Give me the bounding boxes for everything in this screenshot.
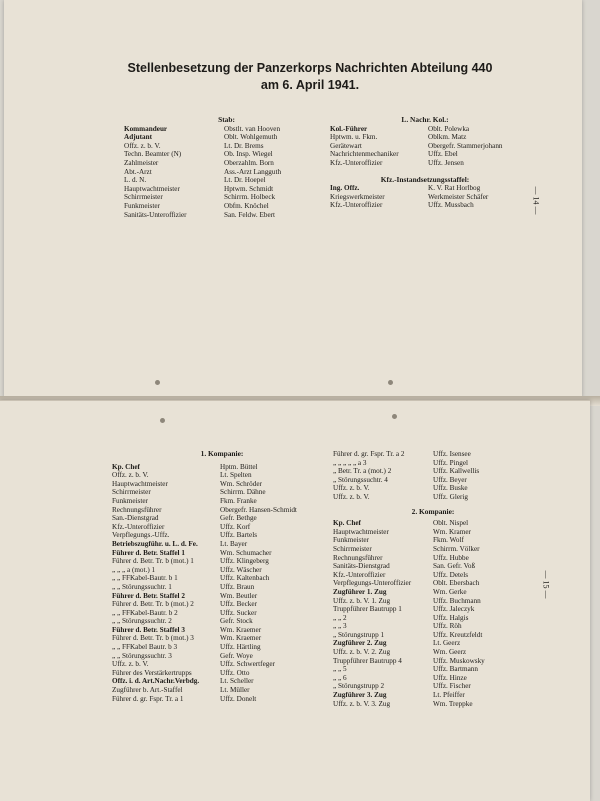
person-name: Uffz. Halgis [433,613,469,622]
roster-row [330,150,520,159]
person-name: Uffz. Donelt [220,694,257,703]
position-title: „ „ FFKabel-Bautr. b 1 [112,574,178,583]
roster-row [124,202,329,211]
roster-row [112,626,332,635]
person-name: Wm. Kraemer [220,625,262,634]
person-name: Uffz. Pingel [433,458,469,467]
page-number-bottom: — 15 — [541,570,551,599]
roster-row [124,168,329,177]
person-name: Wm. Beutler [220,591,258,600]
position-title: Funkmeister [112,496,148,505]
stab-heading: Stab: [218,115,235,124]
roster-row [330,201,520,210]
person-name: Wm. Treppke [433,699,473,708]
position-title: Kommandeur [124,124,168,133]
person-name: Wm. Gerke [433,587,467,596]
kompanie1-section [112,450,332,703]
roster-row [333,657,533,666]
position-title: „ „ 2 [333,613,347,622]
roster-row [112,669,332,678]
roster-row [333,484,533,493]
kompanie2-column [333,450,533,708]
position-title: Führer d. Betr. Staffel 1 [112,548,185,557]
roster-row [112,652,332,661]
person-name: Wm. Kramer [433,527,471,536]
position-title: Kp. Chef [333,519,361,528]
person-name: Ob. Insp. Wiegel [224,150,273,159]
position-title: Kol.-Führer [330,124,368,133]
person-name: Schirrm. Dähne [220,488,266,497]
position-title: „ „ FFKabel-Bautr. b 2 [112,608,178,617]
position-title: Schirrmeister [124,193,163,202]
roster-row [333,631,533,640]
person-name: Hptm. Büttel [220,462,258,471]
person-name: Uffz. Beyer [433,475,467,484]
position-title: Führer d. Betr. Tr. b (mot.) 3 [112,634,194,643]
person-name: Uffz. Mussbach [428,201,474,210]
person-name: Uffz. Ebel [428,150,458,159]
roster-row [112,506,332,515]
position-title: Führer d. gr. Fspr. Tr. a 2 [333,450,405,458]
roster-row [124,185,329,194]
position-title: Hauptwachtmeister [333,527,389,536]
document-title [80,60,540,94]
binding-hole [160,418,165,423]
lnachr-heading: L. Nachr. Kol.: [401,115,449,124]
person-name: Oblt. Polewka [428,124,470,133]
person-name: Uffz. Sucker [220,608,257,617]
roster-row [112,540,332,549]
position-title: „ „ 6 [333,673,347,682]
position-title: Nachrichtenmechaniker [330,150,399,159]
person-name: Ass.-Arzt Langguth [224,167,282,176]
position-title: „ „ „ a (mot.) 1 [112,565,156,574]
position-title: Truppführer Bautrupp 4 [333,656,402,665]
person-name: Wm. Schröder [220,479,262,488]
roster-row [333,682,533,691]
position-title: „ Störungstrupp 2 [333,682,385,691]
roster-row [330,159,520,168]
person-name: Wm. Schumacher [220,548,272,557]
person-name: Gefr. Woye [220,651,253,660]
position-title: Schirrmeister [333,544,372,553]
roster-row [112,634,332,643]
roster-row [112,557,332,566]
position-title: „ Störungstrupp 1 [333,630,385,639]
person-name: Uffz. Bartels [220,531,257,540]
person-name: Uffz. Kaltenbach [220,574,270,583]
position-title: Truppführer Bautrupp 1 [333,605,402,614]
kompanie2-heading: 2. Kompanie: [411,506,455,516]
person-name: Uffz. Otto [220,668,250,677]
roster-row [112,600,332,609]
person-name: Fkm. Wolf [433,536,464,545]
roster-row [330,142,520,151]
position-title: Uffz. z. b. V. 1. Zug [333,596,391,605]
roster-row [333,700,533,709]
roster-row [330,125,520,134]
position-title: San.-Dienstgrad [112,514,159,523]
title-line-1: Stellenbesetzung der Panzerkorps Nachrichten Abteilung 440 [127,61,493,75]
person-name: Oblt. Nispel [433,519,469,528]
roster-row [112,583,332,592]
roster-row [112,609,332,618]
roster-row [333,622,533,631]
binding-hole [388,380,393,385]
roster-row [333,588,533,597]
kompanie1-heading: 1. Kompanie: [200,449,244,458]
person-name: Uffz. Bartmann [433,665,478,674]
roster-row [112,471,332,480]
position-title: Zugführer 1. Zug [333,587,387,596]
position-title: L. d. N. [124,176,147,185]
position-title: Kfz.-Unteroffizier [330,201,383,210]
binding-hole [392,414,397,419]
position-title: Hauptwachtmeister [124,184,180,193]
roster-row [333,674,533,683]
person-name: Uffz. Korf [220,522,251,531]
person-name: Schirrm. Holbeck [224,193,276,202]
roster-row [112,677,332,686]
position-title: Zahlmeister [124,158,159,167]
person-name: Hptwm. Schmidt [224,184,274,193]
person-name: Uffz. Glerig [433,492,468,501]
roster-row [124,142,329,151]
position-title: Uffz. z. b. V. [112,660,149,669]
person-name: Schirrm. Völker [433,544,480,553]
position-title: Uffz. z. b. V. 2. Zug [333,648,391,657]
roster-row [112,531,332,540]
roster-row [333,528,533,537]
person-name: Uffz. Buchmann [433,596,481,605]
person-name: Uffz. Kreutzfeldt [433,630,483,639]
roster-row [333,579,533,588]
position-title: Führer d. Betr. Staffel 3 [112,625,185,634]
roster-row [333,648,533,657]
roster-row [112,686,332,695]
position-title: Kriegswerkmeister [330,192,385,201]
person-name: Oberzahlm. Born [224,158,274,167]
position-title: Kfz.-Unteroffizier [333,570,386,579]
person-name: Uffz. Hinze [433,673,467,682]
position-title: Kfz.-Unteroffizier [112,522,165,531]
position-title: Führer d. gr. Fspr. Tr. a 1 [112,694,184,703]
position-title: Funkmeister [333,536,369,545]
person-name: Uffz. Detels [433,570,468,579]
roster-row [124,176,329,185]
person-name: Obergefr. Hansen-Schmidt [220,505,297,514]
person-name: Uffz. Röh [433,622,462,631]
position-title: Rechnungsführer [333,553,383,562]
roster-row [112,514,332,523]
roster-row [124,125,329,134]
position-title: „ „ „ „ „ a 3 [333,458,367,467]
roster-row [333,493,533,502]
person-name: Uffz. Jensen [428,158,464,167]
person-name: Uffz. Muskowsky [433,656,485,665]
position-title: Uffz. z. b. V. [333,484,370,493]
person-name: Gefr. Stock [220,617,253,626]
page-number-top: — 14 — [531,186,541,215]
position-title: Hauptwachtmeister [112,479,168,488]
person-name: Obstlt. van Hooven [224,124,281,133]
person-name: Lt. Spelten [220,471,252,480]
position-title: Sanitäts-Dienstgrad [333,562,390,571]
roster-row [112,695,332,704]
roster-row [124,150,329,159]
position-title: Offz. z. b. V. [112,471,149,480]
roster-row [333,571,533,580]
roster-row [112,480,332,489]
roster-row [112,549,332,558]
position-title: „ „ FFKabel Bautr. b 3 [112,643,178,652]
position-title: Uffz. z. b. V. 3. Zug [333,699,391,708]
roster-row [333,562,533,571]
person-name: Oblkm. Matz [428,133,467,142]
person-name: Lt. Dr. Hoepel [224,176,266,185]
position-title: Hptwm. u. Fkm. [330,133,378,142]
person-name: Uffz. Wäscher [220,565,262,574]
roster-row [112,566,332,575]
position-title: Führer d. Betr. Staffel 2 [112,591,185,600]
position-title: Kp. Chef [112,462,140,471]
position-title: „ „ Störungssuchtr. 3 [112,651,172,660]
position-title: Offz. i. d. Art.Nachr.Verbdg. [112,677,200,686]
position-title: Abt.-Arzt [124,167,152,176]
person-name: Uffz. Hubbe [433,553,469,562]
person-name: Lt. Scheller [220,677,254,686]
position-title: „ Betr. Tr. a (mot.) 2 [333,467,392,476]
position-title: Ing. Offz. [330,184,360,193]
person-name: Lt. Bayer [220,539,248,548]
person-name: Uffz. Schwertfeger [220,660,275,669]
position-title: Techn. Beamter (N) [124,150,182,159]
roster-row [333,597,533,606]
person-name: Lt. Pfeiffer [433,691,465,700]
position-title: Gerätewart [330,141,362,150]
roster-row [112,574,332,583]
roster-row [330,133,520,142]
person-name: Obergefr. Stammerjohann [428,141,503,150]
position-title: Sanitäts-Unteroffizier [124,210,187,219]
lnachr-section [330,116,520,210]
roster-row [112,643,332,652]
position-title: Uffz. z. b. V. [333,492,370,501]
person-name: Lt. Müller [220,686,250,695]
person-name: Wm. Kraemer [220,634,262,643]
roster-row [112,497,332,506]
roster-row [333,605,533,614]
person-name: Oblt. Ebersbach [433,579,480,588]
position-title: Adjutant [124,133,152,142]
roster-row [333,450,533,459]
person-name: Uffz. Jaleczyk [433,605,475,614]
person-name: Wm. Geerz [433,648,467,657]
position-title: Verpflegungs.-Uffz. [112,531,170,540]
roster-row [124,193,329,202]
position-title: Verpflegungs-Unteroffizier [333,579,412,588]
person-name: Uffz. Buske [433,484,468,493]
roster-row [333,476,533,485]
roster-row [330,193,520,202]
position-title: Führer d. Betr. Tr. b (mot.) 1 [112,557,194,566]
position-title: „ „ 3 [333,622,347,631]
roster-row [333,519,533,528]
person-name: K. V. Rat Horlbog [428,184,481,193]
person-name: Uffz. Härtling [220,643,261,652]
stab-section [124,116,329,219]
position-title: Funkmeister [124,201,160,210]
person-name: Lt. Dr. Brems [224,141,264,150]
person-name: Uffz. Becker [220,600,257,609]
person-name: Werkmeister Schäfer [428,192,489,201]
roster-row [112,463,332,472]
position-title: Rechnungsführer [112,505,162,514]
person-name: Obfm. Knöchel [224,201,269,210]
position-title: Führer des Verstärkertrupps [112,668,192,677]
roster-row [333,665,533,674]
position-title: „ „ Störungssuchtr. 1 [112,582,172,591]
roster-row [333,459,533,468]
person-name: Oblt. Wohlgemuth [224,133,278,142]
title-line-2: am 6. April 1941. [260,78,360,92]
person-name: Uffz. Fischer [433,682,471,691]
position-title: Zugführer 3. Zug [333,691,387,700]
position-title: Offz. z. b. V. [124,141,161,150]
binding-hole [155,380,160,385]
position-title: „ „ 5 [333,665,347,674]
roster-row [124,133,329,142]
kfz-instandsetzung-heading: Kfz.-Instandsetzungsstaffel: [380,174,470,184]
position-title: Betriebszugführ. u. L. d. Fe. [112,539,198,548]
person-name: Uffz. Isensee [433,450,471,458]
person-name: Lt. Geerz [433,639,461,648]
roster-row [333,691,533,700]
roster-row [333,545,533,554]
person-name: San. Feldw. Ebert [224,210,276,219]
person-name: Uffz. Klingeberg [220,557,269,566]
person-name: San. Gefr. Voß [433,562,476,571]
roster-row [112,523,332,532]
person-name: Uffz. Braun [220,582,255,591]
roster-row [112,617,332,626]
roster-row [124,159,329,168]
roster-row [333,467,533,476]
position-title: Führer d. Betr. Tr. b (mot.) 2 [112,600,194,609]
roster-row [330,184,520,193]
roster-row [333,554,533,563]
person-name: Gefr. Bethge [220,514,257,523]
position-title: Zugführer b. Art.-Staffel [112,686,183,695]
position-title: Kfz.-Unteroffizier [330,158,383,167]
roster-row [112,488,332,497]
roster-row [112,592,332,601]
position-title: Zugführer 2. Zug [333,639,387,648]
person-name: Fkm. Franke [220,496,257,505]
roster-row [333,639,533,648]
person-name: Uffz. Kallwellis [433,467,480,476]
roster-row [333,614,533,623]
position-title: Schirrmeister [112,488,151,497]
roster-row [333,536,533,545]
position-title: „ Störungssuchtr. 4 [333,475,388,484]
roster-row [112,660,332,669]
roster-row [124,211,329,220]
position-title: „ „ Störungssuchtr. 2 [112,617,172,626]
